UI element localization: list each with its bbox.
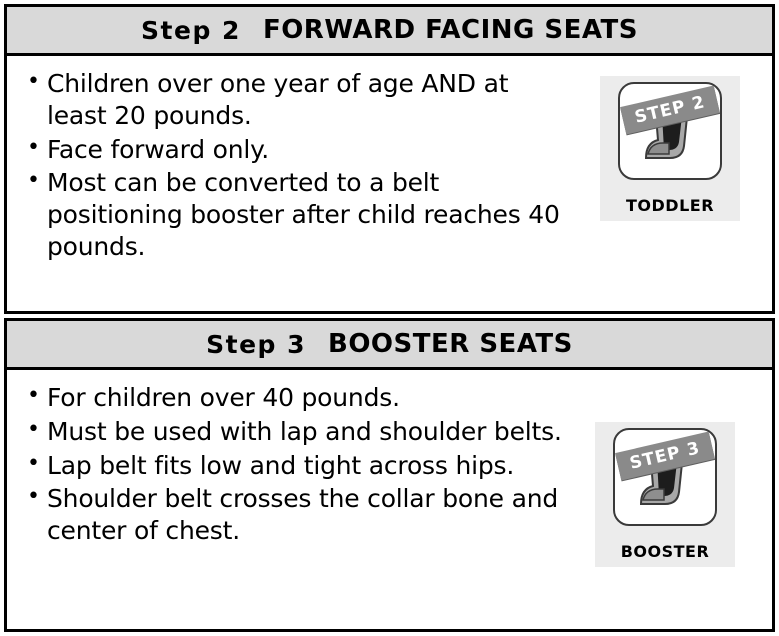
panel-header-step-2 (7, 7, 772, 56)
list-item: • Lap belt fits low and tight across hips. (25, 450, 570, 482)
panel-header-step-3 (7, 321, 772, 370)
ribbon-label: STEP 2 (632, 92, 708, 128)
panel-step-3 (4, 318, 775, 632)
panel-step-2 (4, 4, 775, 314)
icon-caption: TODDLER (625, 196, 715, 215)
car-seat-icon (618, 82, 722, 180)
list-item: • Must be used with lap and shoulder belts. (25, 416, 570, 448)
booster-seat-icon (613, 428, 717, 526)
panel-body-step-3 (7, 370, 772, 629)
list-item: • Children over one year of age AND at least 20 pounds. (25, 68, 570, 132)
step-label: Step 3 (206, 329, 307, 359)
step-label: Step 2 (141, 15, 241, 45)
step-title: FORWARD FACING SEATS (262, 15, 638, 45)
list-item: • Face forward only. (25, 134, 570, 166)
step-3-icon-block (595, 422, 735, 567)
panel-body-step-2 (7, 56, 772, 311)
list-item: • Most can be converted to a belt positioning booster after child reaches 40 pounds. (25, 167, 570, 262)
list-item: • For children over 40 pounds. (25, 382, 570, 414)
step-title: BOOSTER SEATS (328, 329, 573, 359)
step-2-icon-block (600, 76, 740, 221)
icon-caption: BOOSTER (620, 542, 710, 561)
list-item: • Shoulder belt crosses the collar bone and center of chest. (25, 483, 570, 547)
bullet-list-step-3 (25, 382, 570, 549)
bullet-list-step-2 (25, 68, 570, 265)
ribbon-label: STEP 3 (627, 438, 703, 474)
